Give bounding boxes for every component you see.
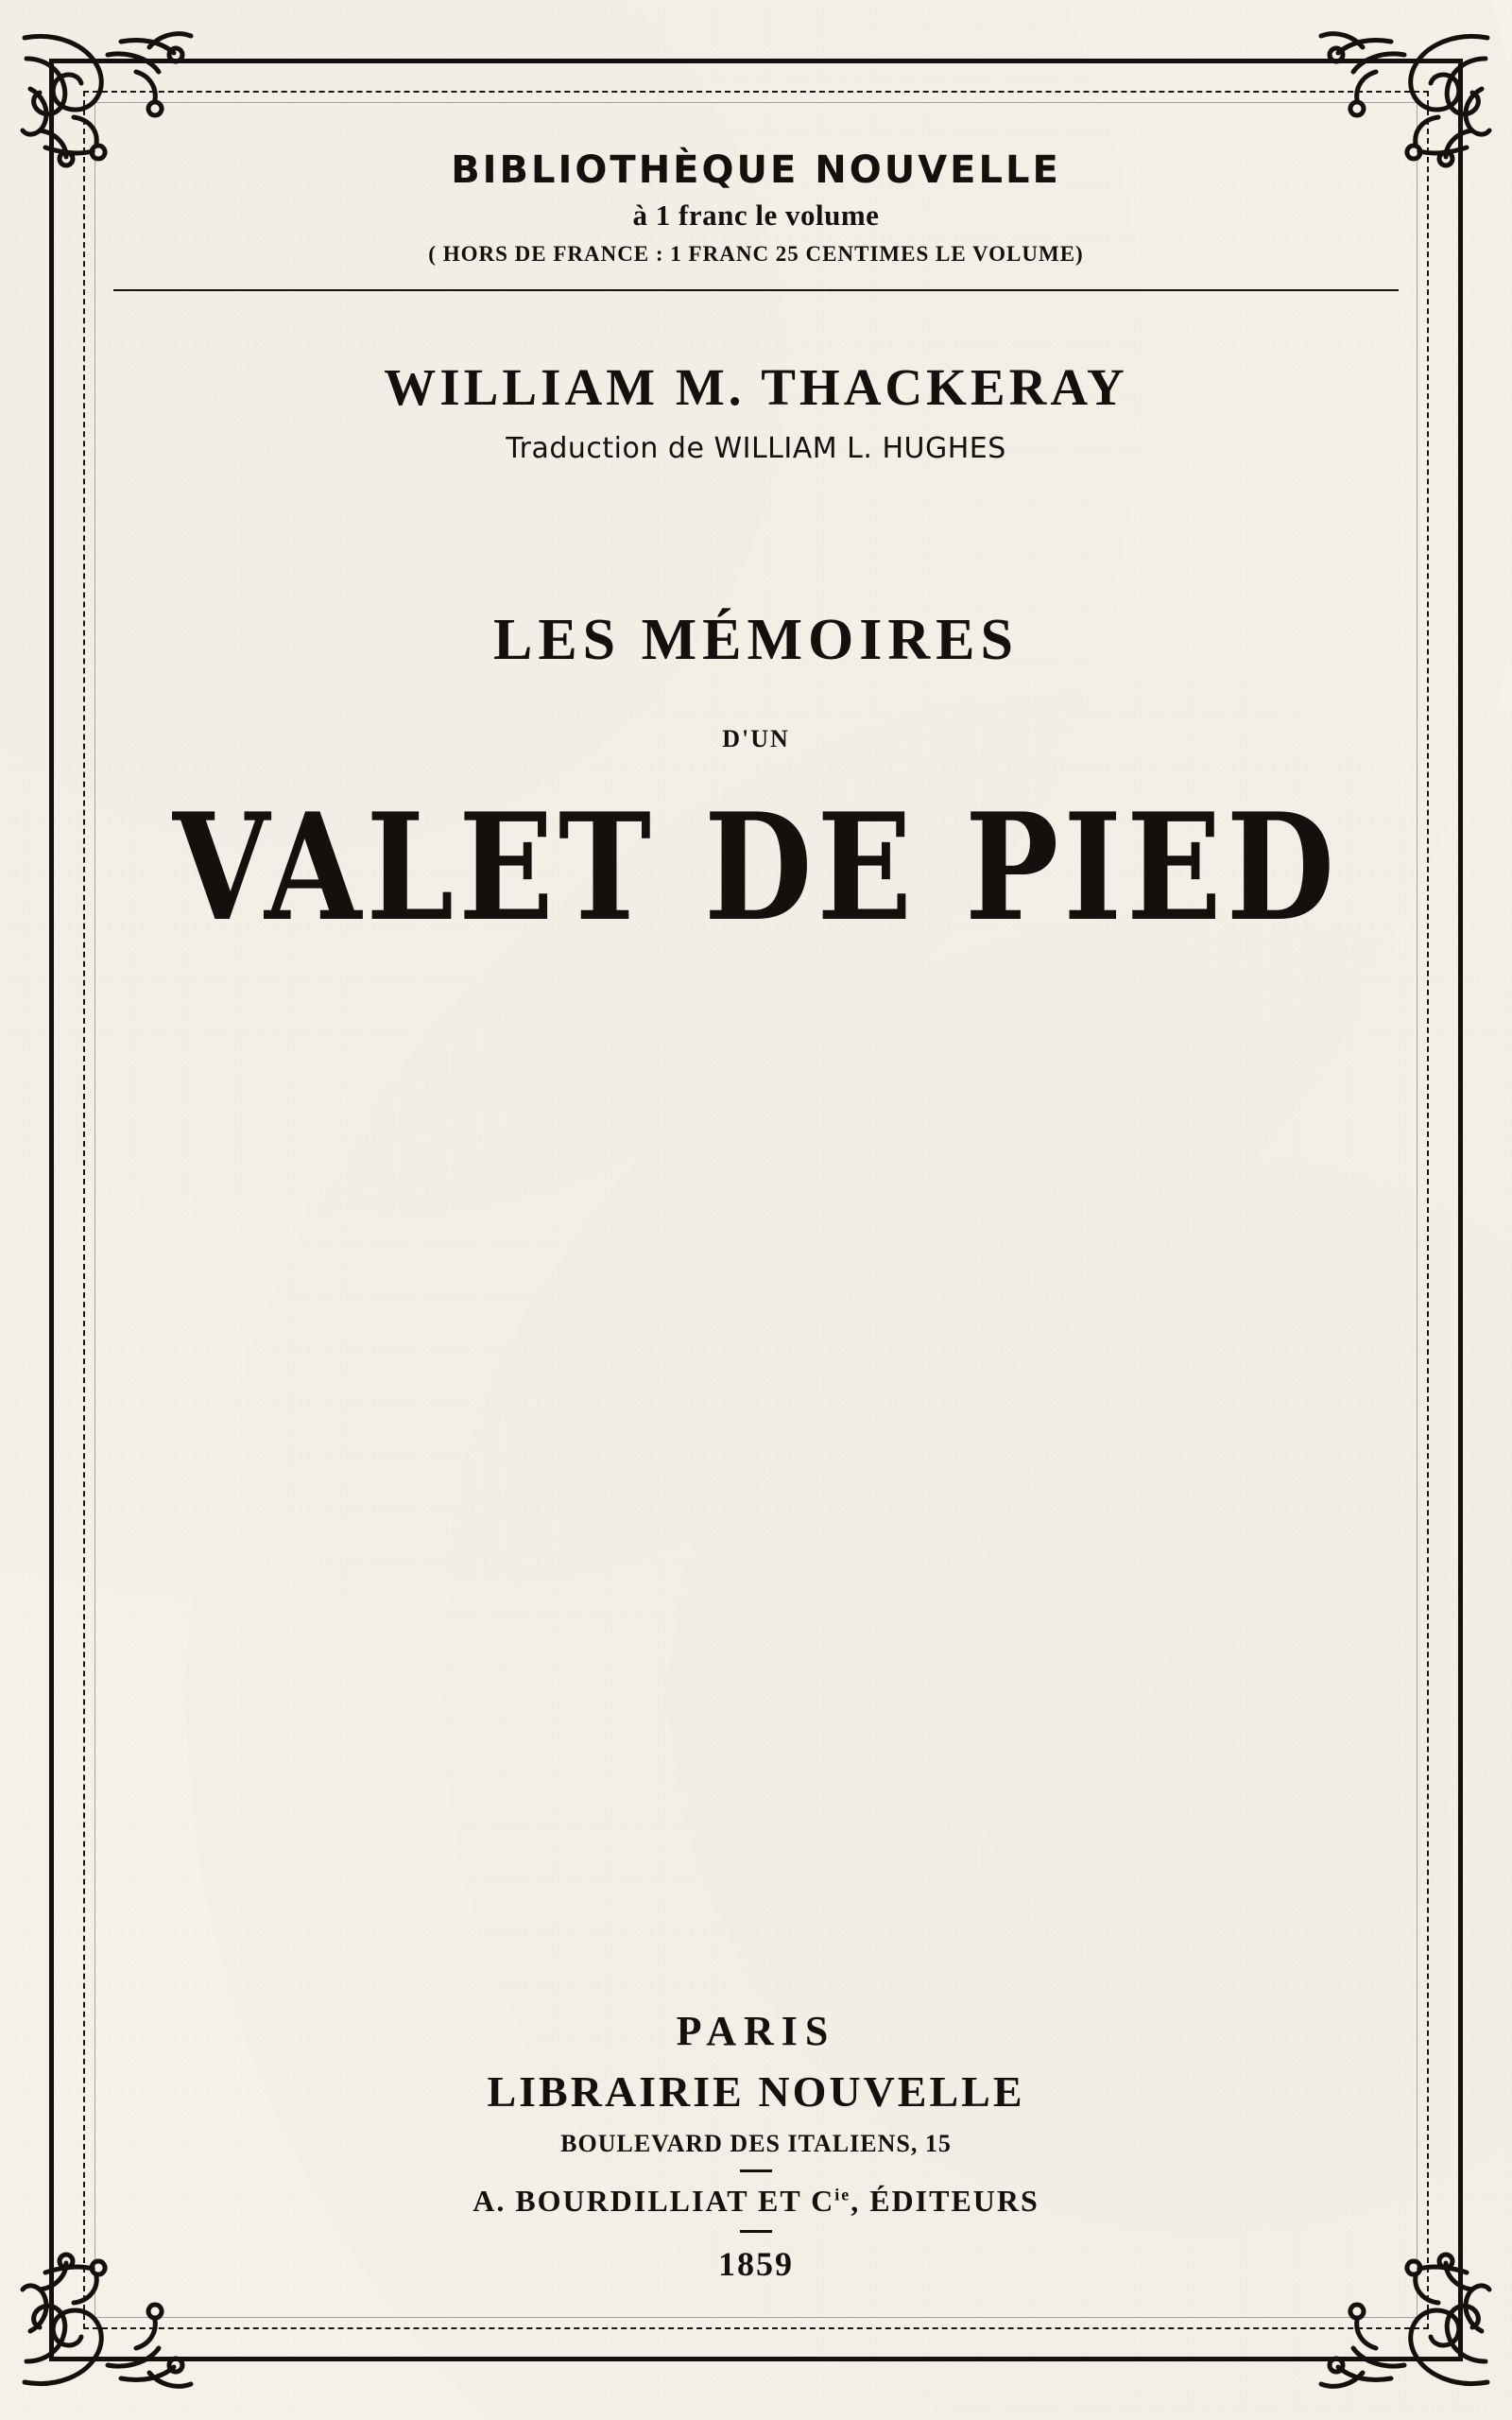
imprint-publisher (113, 2184, 1399, 2219)
imprint-publisher-name: A. BOURDILLIAT ET C (472, 2184, 835, 2218)
header-divider (113, 289, 1399, 291)
imprint-address: BOULEVARD DES ITALIENS, 15 (560, 2130, 952, 2157)
imprint-divider-lower (740, 2230, 772, 2233)
imprint-block (113, 2007, 1399, 2284)
imprint-publisher-superscript: ie (834, 2185, 851, 2204)
collection-price: à 1 franc le volume (632, 199, 880, 232)
collection-header (113, 113, 1399, 291)
collection-price-note: ( HORS DE FRANCE : 1 FRANC 25 CENTIMES LE VOLUME) (428, 242, 1084, 266)
imprint-year: 1859 (718, 2245, 794, 2283)
translator-credit: Traduction de WILLIAM L. HUGHES (506, 432, 1006, 465)
imprint-publisher-tail: , ÉDITEURS (850, 2184, 1040, 2218)
book-title-line-3: VALET DE PIED (172, 781, 1340, 955)
title-page-content (113, 113, 1399, 2307)
imprint-city: PARIS (676, 2008, 836, 2054)
author-name: WILLIAM M. THACKERAY (384, 358, 1128, 416)
collection-title: BIBLIOTHÈQUE NOUVELLE (451, 148, 1061, 192)
book-title-line-2: D'UN (722, 725, 790, 752)
imprint-publishing-house: LIBRAIRIE NOUVELLE (487, 2067, 1025, 2116)
imprint-divider (740, 2169, 772, 2172)
book-title-line-1: LES MÉMOIRES (492, 608, 1020, 672)
